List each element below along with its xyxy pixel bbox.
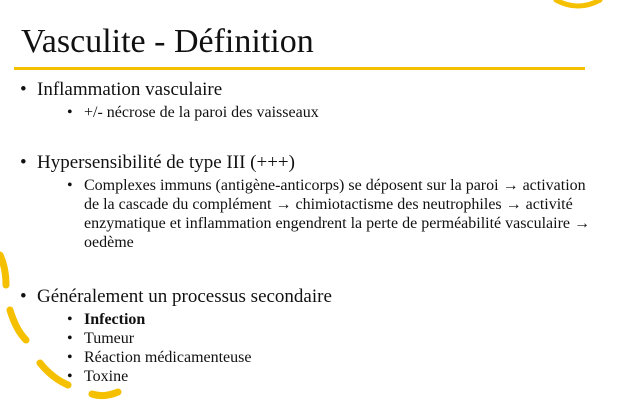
sub-bullet-text: Infection [84, 311, 146, 328]
bullet-icon: • [67, 349, 73, 366]
slide-content [20, 78, 600, 386]
sub-bullet-item [67, 348, 600, 367]
sub-bullet-text: +/- nécrose de la paroi des vaisseaux [84, 104, 319, 121]
bullet-icon: • [67, 311, 73, 328]
bullet-list [20, 78, 600, 386]
title-underline [14, 67, 585, 70]
bullet-heading: Inflammation vasculaire [37, 79, 223, 100]
sub-bullet-list [37, 103, 600, 122]
sub-bullet-text: Complexes immuns (antigène-anticorps) se déposent sur la paroi → activation de la cascade du complément → chimiotactisme des neutrophiles → activité enzymatique et inflammation engendrent la perte de perméabilité vasculaire → oedème [84, 177, 591, 251]
sub-bullet-item [67, 103, 600, 122]
bullet-heading: Hypersensibilité de type III (+++) [37, 152, 295, 173]
bullet-heading: Généralement un processus secondaire [37, 286, 332, 307]
bullet-icon: • [20, 152, 27, 173]
bullet-icon: • [67, 177, 73, 194]
sub-bullet-list [37, 310, 600, 386]
slide-title: Vasculite - Définition [21, 23, 314, 60]
sub-bullet-text: Tumeur [84, 330, 135, 347]
sub-bullet-item [67, 329, 600, 348]
sub-bullet-text: Toxine [84, 368, 129, 385]
bullet-icon: • [67, 330, 73, 347]
sub-bullet-text: Réaction médicamenteuse [84, 349, 252, 366]
sub-bullet-item [67, 367, 600, 386]
sub-bullet-item [67, 176, 600, 252]
bullet-icon: • [67, 104, 73, 121]
bullet-hypersensibilite [20, 151, 600, 252]
bullet-icon: • [20, 79, 27, 100]
bullet-processus-secondaire [20, 285, 600, 386]
bullet-icon: • [20, 286, 27, 307]
sub-bullet-list [37, 176, 600, 252]
bullet-icon: • [67, 368, 73, 385]
sub-bullet-item [67, 310, 600, 329]
corner-accent-circle [556, 0, 600, 6]
bullet-inflammation-vasculaire [20, 78, 600, 122]
